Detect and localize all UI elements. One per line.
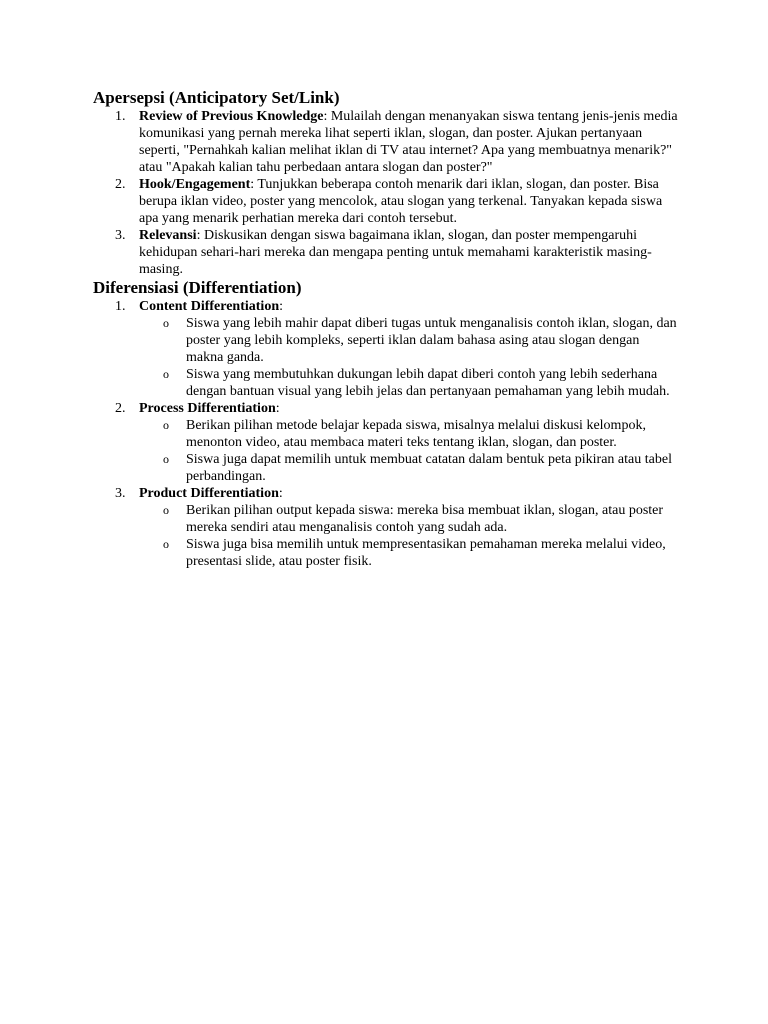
sub-item-text: Berikan pilihan metode belajar kepada siswa, misalnya melalui diskusi kelompok, menonton video, atau membaca materi teks tentang iklan, slogan, dan poster. xyxy=(186,418,646,450)
bullet-marker: o xyxy=(163,537,169,551)
item-number: 1. xyxy=(115,299,126,314)
sub-item-text: Siswa yang membutuhkan dukungan lebih dapat diberi contoh yang lebih sederhana dengan bantuan visual yang lebih jelas dan pertanyaan pemahaman yang lebih mudah. xyxy=(186,367,670,399)
sub-list xyxy=(139,417,679,485)
item-term: Relevansi xyxy=(139,228,197,243)
section-title-apersepsi: Apersepsi (Anticipatory Set/Link) xyxy=(93,88,340,107)
bullet-marker: o xyxy=(163,418,169,432)
item-number: 2. xyxy=(115,177,126,192)
item-term: Product Differentiation xyxy=(139,486,279,501)
list-item xyxy=(93,485,679,570)
item-text: : xyxy=(278,486,283,501)
bullet-marker: o xyxy=(163,452,169,466)
list-item xyxy=(93,108,679,176)
section-title-diferensiasi: Diferensiasi (Differentiation) xyxy=(93,278,302,297)
sub-item-text: Berikan pilihan output kepada siswa: mereka bisa membuat iklan, slogan, atau poster mereka sendiri atau menganalisis contoh yang sudah ada. xyxy=(186,503,664,535)
sub-list xyxy=(139,315,679,400)
sub-list-item xyxy=(139,315,679,366)
bullet-marker: o xyxy=(163,503,169,517)
item-text: : xyxy=(279,299,283,314)
item-term: Hook/Engagement xyxy=(139,177,251,192)
item-number: 3. xyxy=(115,228,126,243)
item-text: : Tunjukkan beberapa contoh menarik dari iklan, slogan, dan poster. Bisa berupa iklan video, poster yang mencolok, atau slogan yang terkenal. Tanyakan kepada siswa apa yang menarik perhatian mereka dari contoh tersebut. xyxy=(139,177,663,226)
sub-list-item xyxy=(139,366,679,400)
item-text: : Diskusikan dengan siswa bagaimana iklan, slogan, dan poster mempengaruhi kehidupan sehari-hari mereka dan mengapa penting untuk memahami karakteristik masing-masing. xyxy=(139,228,652,277)
sub-item-text: Siswa yang lebih mahir dapat diberi tugas untuk menganalisis contoh iklan, slogan, dan poster yang lebih kompleks, seperti iklan dalam bahasa asing atau slogan dengan makna ganda. xyxy=(186,316,677,365)
sub-list-item xyxy=(139,502,679,536)
item-term: Review of Previous Knowledge xyxy=(139,109,324,124)
item-text: : Mulailah dengan menanyakan siswa tentang jenis-jenis media komunikasi yang pernah mereka lihat seperti iklan, slogan, dan poster. Ajukan pertanyaan seperti, "Pernahkah kalian melihat iklan di TV atau internet? Apa yang membuatnya menarik?" atau "Apakah kalian tahu perbedaan antara slogan dan poster?" xyxy=(139,109,678,175)
item-number: 2. xyxy=(115,401,126,416)
item-term: Content Differentiation xyxy=(139,299,280,314)
sub-list-item xyxy=(139,451,679,485)
sub-list-item xyxy=(139,536,679,570)
bullet-marker: o xyxy=(163,316,169,330)
diferensiasi-list xyxy=(93,298,679,570)
bullet-marker: o xyxy=(163,367,169,381)
sub-list xyxy=(139,502,679,570)
item-text: : xyxy=(275,401,280,416)
sub-list-item xyxy=(139,417,679,451)
list-item xyxy=(93,227,679,278)
list-item xyxy=(93,176,679,227)
item-number: 3. xyxy=(115,486,126,501)
sub-item-text: Siswa juga dapat memilih untuk membuat catatan dalam bentuk peta pikiran atau tabel perbandingan. xyxy=(186,452,672,484)
sub-item-text: Siswa juga bisa memilih untuk mempresentasikan pemahaman mereka melalui video, presentasi slide, atau poster fisik. xyxy=(186,537,666,569)
item-number: 1. xyxy=(115,109,126,124)
list-item xyxy=(93,400,679,485)
item-term: Process Differentiation xyxy=(139,401,276,416)
list-item xyxy=(93,298,679,400)
apersepsi-list xyxy=(93,108,679,278)
document-page xyxy=(93,88,679,570)
